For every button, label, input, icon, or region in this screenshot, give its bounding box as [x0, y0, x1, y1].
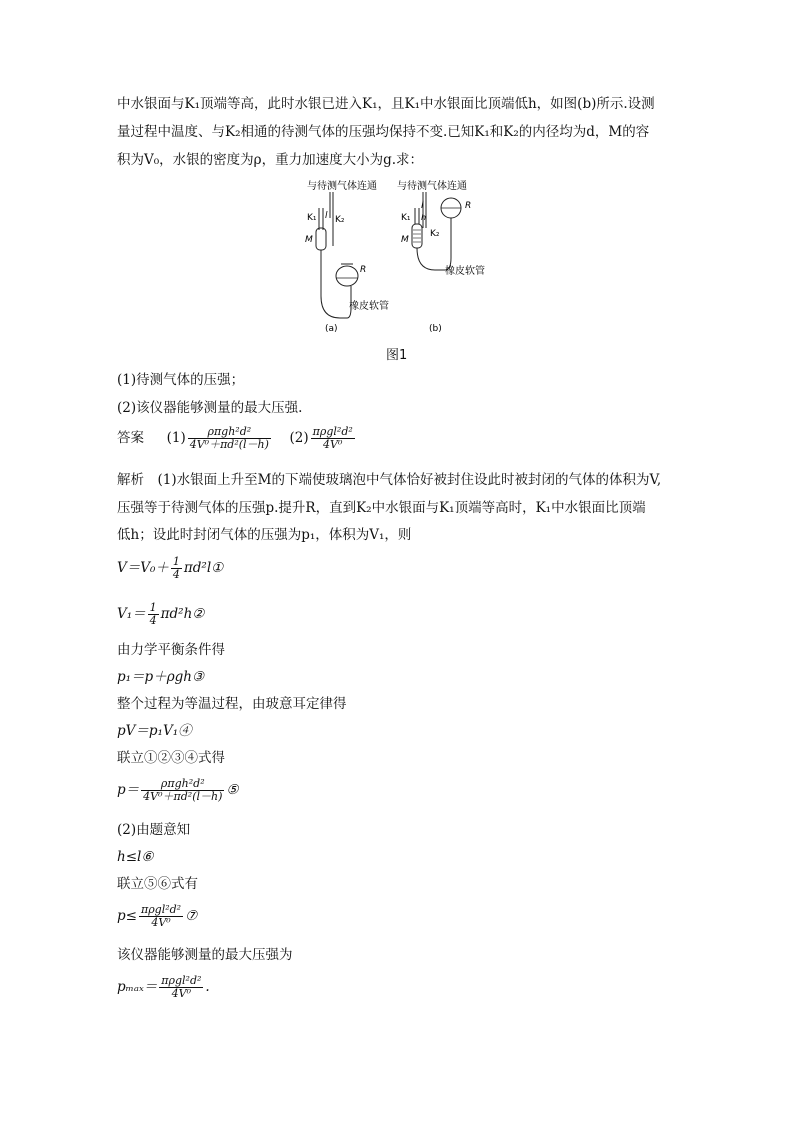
eq5-right: ⑤: [226, 782, 239, 798]
question-2: (2)该仪器能够测量的最大压强.: [117, 400, 303, 416]
equation-6: h≤l⑥: [117, 849, 154, 865]
fig-a-m-label: M: [305, 235, 313, 245]
fig-a-hose-label: 橡皮软管: [349, 301, 389, 312]
figure-caption: 图1: [386, 348, 408, 363]
text-mech-balance: 由力学平衡条件得: [117, 642, 225, 658]
fig-b-k1-label: K₁: [401, 213, 411, 223]
analysis-line-2: 压强等于待测气体的压强p.提升R，直到K₂中水银面与K₁顶端等高时，K₁中水银面比顶端: [117, 500, 646, 516]
equation-4: pV＝p₁V₁④: [117, 723, 192, 739]
fig-b-hose-label: 橡皮软管: [445, 266, 485, 277]
fig-a-bulb-m: [316, 228, 326, 250]
eq2-right: πd²h②: [160, 606, 205, 622]
intro-line-3: 积为V₀，水银的密度为ρ，重力加速度大小为g.求：: [117, 152, 424, 168]
eq7-left: p≤: [117, 908, 137, 924]
eq1-den: 4: [172, 568, 180, 581]
text-isothermal: 整个过程为等温过程，由玻意耳定律得: [117, 696, 347, 712]
equation-5: [117, 776, 238, 804]
text-max-pressure: 该仪器能够测量的最大压强为: [117, 947, 293, 963]
eq2-num: 1: [149, 601, 157, 614]
eq7-fraction: [139, 904, 183, 929]
fig-a-r-label: R: [360, 265, 367, 275]
eq8-fraction: [159, 975, 203, 1000]
fig-b-m-label: M: [401, 235, 409, 245]
fig-b-h-label: h: [421, 213, 427, 222]
fig-a-reservoir-r: [336, 266, 358, 286]
answer-2-den: 4V⁰: [323, 438, 343, 451]
eq1-right: πd²l①: [183, 560, 224, 576]
fig-b-bulb-m: [412, 224, 422, 248]
apparatus-figure: [285, 178, 510, 338]
answer-1-fraction: [188, 426, 271, 451]
eq8-den: 4V⁰: [171, 987, 192, 1000]
eq8-right: .: [205, 979, 210, 995]
eq2-fraction: [148, 602, 159, 627]
eq7-num: πρgl²d²: [140, 903, 182, 916]
question-1: (1)待测气体的压强；: [117, 372, 245, 388]
answer-2-prefix: (2): [289, 430, 309, 446]
equation-3: p₁＝p＋ρgh③: [117, 669, 205, 685]
eq2-left: V₁＝: [117, 606, 146, 622]
text-part-2: (2)由题意知: [117, 822, 191, 838]
equation-2: [117, 600, 204, 628]
fig-b-r-label: R: [465, 201, 472, 211]
fig-b-top-label: 与待测气体连通: [397, 181, 467, 192]
answer-line: [117, 424, 357, 452]
eq5-num: ρπgh²d²: [141, 778, 224, 791]
fig-b-k2-label: K₂: [430, 229, 440, 239]
fig-a-k1-label: K₁: [307, 213, 317, 223]
answer-2-fraction: [311, 426, 355, 451]
fig-a-top-label: 与待测气体连通: [307, 181, 377, 192]
intro-line-1: 中水银面与K₁顶端等高，此时水银已进入K₁，且K₁中水银面比顶端低h，如图(b)所示.设测: [117, 96, 655, 112]
fig-a-sub-label: (a): [325, 324, 338, 334]
eq5-den: 4V⁰＋πd²(l－h): [143, 790, 223, 803]
answer-1-num: ρπgh²d²: [188, 426, 271, 439]
analysis-line-3: 低h；设此时封闭气体的压强为p₁，体积为V₁，则: [117, 527, 412, 543]
eq2-den: 4: [149, 614, 157, 627]
answer-1-prefix: (1): [166, 430, 186, 446]
eq8-num: πρgl²d²: [161, 974, 202, 987]
answer-2-num: πρgl²d²: [312, 425, 353, 438]
eq7-right: ⑦: [185, 908, 198, 924]
fig-b-sub-label: (b): [429, 324, 442, 334]
apparatus-diagram: [285, 178, 510, 338]
equation-7: [117, 902, 197, 930]
eq1-left: V＝V₀＋: [117, 560, 169, 576]
text-combine-1: 联立①②③④式得: [117, 750, 225, 766]
text-combine-2: 联立⑤⑥式有: [117, 876, 198, 892]
fig-a-k2-label: K₂: [335, 215, 345, 225]
eq8-left: pₘₐₓ＝: [117, 979, 158, 995]
answer-1-den: 4V⁰＋πd²(l－h): [189, 438, 269, 451]
eq5-left: p＝: [117, 782, 140, 798]
fig-a-hose: [321, 286, 351, 318]
equation-8: [117, 973, 210, 1001]
eq1-fraction: [171, 556, 182, 581]
fig-b-l-label: l: [421, 201, 424, 211]
answer-label: 答案: [117, 430, 144, 446]
eq1-num: 1: [172, 555, 180, 568]
equation-1: [117, 554, 223, 582]
eq7-den: 4V⁰: [151, 916, 171, 929]
intro-line-2: 量过程中温度、与K₂相通的待测气体的压强均保持不变.已知K₁和K₂的内径均为d，M的容: [117, 124, 650, 140]
fig-a-l-label: l: [325, 211, 328, 221]
analysis-line-1: 解析 (1)水银面上升至M的下端使玻璃泡中气体恰好被封住设此时被封闭的气体的体积为V,: [117, 472, 662, 488]
eq5-fraction: [141, 778, 224, 803]
